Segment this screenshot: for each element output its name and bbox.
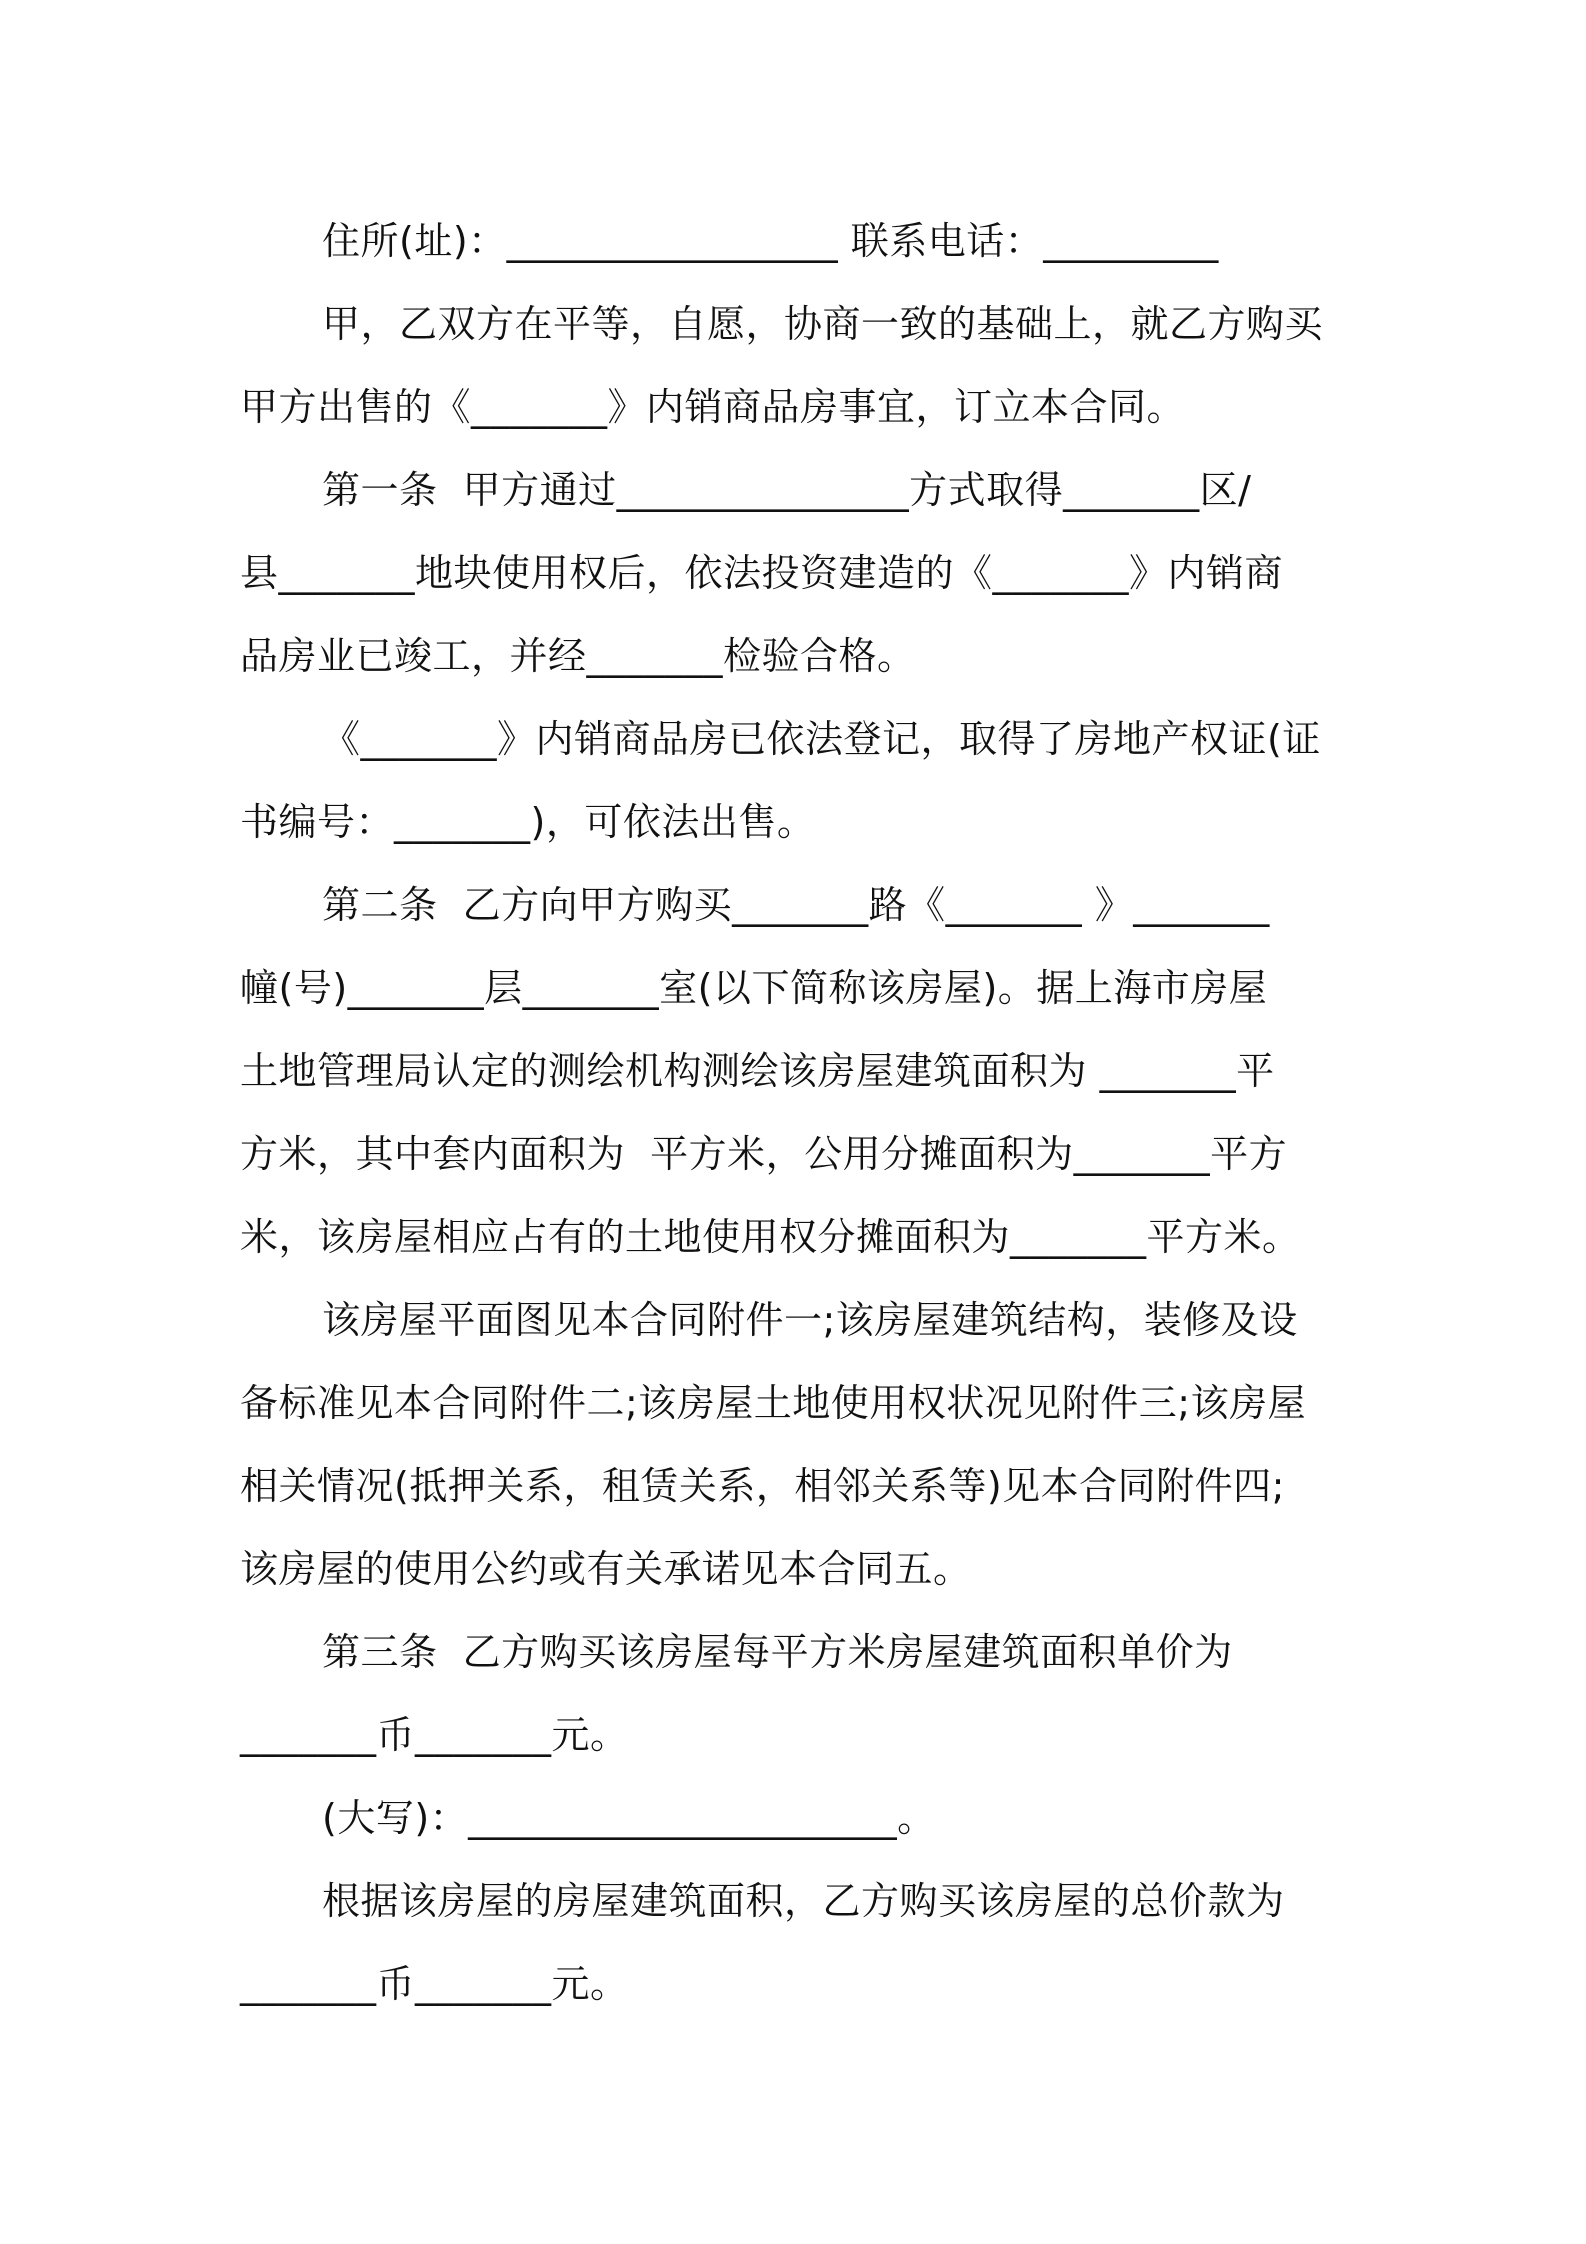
article-2-line-2: 幢(号)_______层_______室(以下简称该房屋)。据上海市房屋: [240, 966, 1268, 1010]
article-2-line-4: 方米，其中套内面积为 平方米，公用分摊面积为_______平方: [240, 1132, 1288, 1176]
registration-line-2: 书编号：_______)，可依法出售。: [240, 800, 816, 844]
preamble-line-2: 甲方出售的《_______》内销商品房事宜，订立本合同。: [240, 385, 1186, 429]
article-1-line-1: 第一条 甲方通过_______________方式取得_______区/: [322, 468, 1252, 512]
contract-page: [240, 200, 1360, 2026]
article-1-line-2: 县_______地块使用权后，依法投资建造的《_______》内销商: [240, 551, 1284, 595]
article-2-line-3: 土地管理局认定的测绘机构测绘该房屋建筑面积为 _______平: [240, 1049, 1275, 1093]
article-3-line-1: 第三条 乙方购买该房屋每平方米房屋建筑面积单价为: [322, 1630, 1233, 1674]
article-3-line-2: _______币_______元。: [240, 1713, 629, 1757]
article-2-line-5: 米，该房屋相应占有的土地使用权分摊面积为_______平方米。: [240, 1215, 1301, 1259]
registration-line-1: 《_______》内销商品房已依法登记，取得了房地产权证(证: [322, 717, 1321, 761]
total-price-line-2: _______币_______元。: [240, 1962, 629, 2006]
preamble-line-1: 甲，乙双方在平等，自愿，协商一致的基础上，就乙方购买: [322, 302, 1324, 346]
amount-in-words-line: (大写)：______________________。: [322, 1796, 936, 1840]
attachments-line-3: 相关情况(抵押关系，租赁关系，相邻关系等)见本合同附件四;: [240, 1464, 1285, 1508]
article-1-line-3: 品房业已竣工，并经_______检验合格。: [240, 634, 916, 678]
address-phone-line: 住所(址)：_________________ 联系电话：_________: [322, 219, 1219, 263]
attachments-line-4: 该房屋的使用公约或有关承诺见本合同五。: [240, 1547, 972, 1591]
attachments-line-2: 备标准见本合同附件二;该房屋土地使用权状况见附件三;该房屋: [240, 1381, 1307, 1425]
attachments-line-1: 该房屋平面图见本合同附件一;该房屋建筑结构，装修及设: [322, 1298, 1298, 1342]
total-price-line-1: 根据该房屋的房屋建筑面积，乙方购买该房屋的总价款为: [322, 1879, 1285, 1923]
article-2-line-1: 第二条 乙方向甲方购买_______路《_______ 》_______: [322, 883, 1270, 927]
